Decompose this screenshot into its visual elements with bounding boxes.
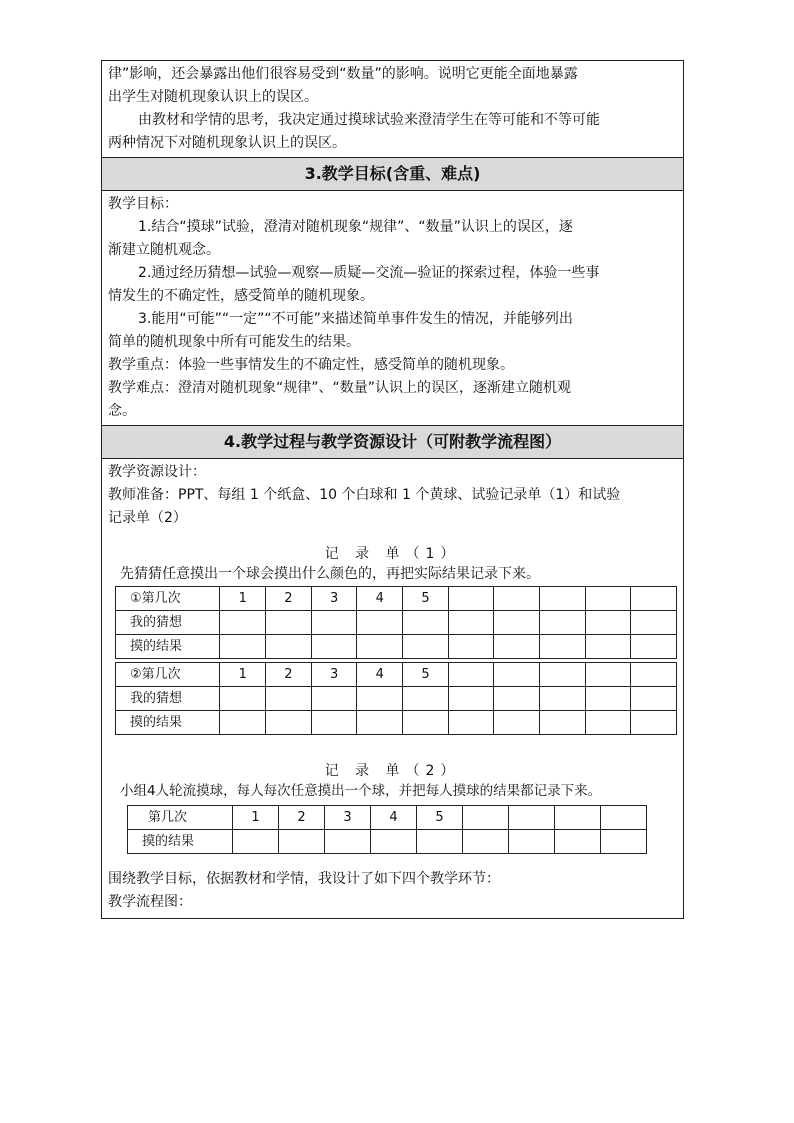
record1-title: 记 录 单（1） xyxy=(324,546,461,562)
table-empty-cell xyxy=(540,663,586,687)
goal1-line-1: 1.结合“摸球”试验，澄清对随机现象“规律”、“数量”认识上的误区，逐 xyxy=(138,219,573,235)
table-empty-cell xyxy=(494,587,540,611)
table-row-label: 我的猜想 xyxy=(116,687,220,711)
table-row xyxy=(116,587,677,611)
table-num-cell: 1 xyxy=(220,663,266,687)
table-empty-cell xyxy=(555,806,601,830)
intro-para2-line-1: 由教材和学情的思考，我决定通过摸球试验来澄清学生在等可能和不等可能 xyxy=(138,112,600,128)
table-num-cell: 4 xyxy=(357,587,403,611)
table-num-cell: 5 xyxy=(403,587,449,611)
intro-line-2: 出学生对随机现象认识上的误区。 xyxy=(108,89,318,105)
intro-line-1: 律”影响，还会暴露出他们很容易受到“数量”的影响。说明它更能全面地暴露 xyxy=(108,66,578,82)
table-empty-cell xyxy=(540,587,586,611)
table-num-cell: 3 xyxy=(311,663,357,687)
table-row xyxy=(116,635,677,659)
goal3-line-1: 3.能用“可能”“一定”“不可能”来描述简单事件发生的情况，并能够列出 xyxy=(138,311,573,327)
closing-text: 围绕教学目标，依据教材和学情，我设计了如下四个教学环节： xyxy=(108,871,500,887)
resources-label: 教学资源设计： xyxy=(108,464,206,480)
goal1-line-2: 渐建立随机观念。 xyxy=(108,242,220,258)
table-row-label: 摸的结果 xyxy=(116,635,220,659)
table-row xyxy=(116,711,677,735)
table-empty-cell xyxy=(585,587,631,611)
table-num-cell: 4 xyxy=(357,663,403,687)
goal2-line-2: 情发生的不确定性，感受简单的随机现象。 xyxy=(108,288,374,304)
section3-body xyxy=(102,191,683,426)
table-num-cell: 4 xyxy=(371,806,417,830)
difficulty-line-1: 教学难点：澄清对随机现象“规律”、“数量”认识上的误区，逐渐建立随机观 xyxy=(108,380,572,396)
prep-line-1: 教师准备：PPT、每组 1 个纸盒、10 个白球和 1 个黄球、试验记录单（1）和试验 xyxy=(108,487,621,503)
section3-heading: 3.教学目标(含重、难点) xyxy=(102,158,683,191)
table-num-cell: 3 xyxy=(325,806,371,830)
table-empty-cell xyxy=(631,587,677,611)
goals-label: 教学目标： xyxy=(108,196,178,212)
table-empty-cell xyxy=(601,806,647,830)
table-row-label: 摸的结果 xyxy=(128,830,233,854)
record2-table xyxy=(127,805,647,854)
intro-para2-line-2: 两种情况下对随机现象认识上的误区。 xyxy=(108,135,346,151)
key-point: 教学重点：体验一些事情发生的不确定性，感受简单的随机现象。 xyxy=(108,357,514,373)
table-num-cell: 2 xyxy=(266,587,312,611)
table-num-cell: 2 xyxy=(279,806,325,830)
record1-table-b xyxy=(115,662,677,735)
table-header-cell: ②第几次 xyxy=(116,663,220,687)
goal2-line-1: 2.通过经历猜想—试验—观察—质疑—交流—验证的探索过程，体验一些事 xyxy=(138,265,600,281)
difficulty-line-2: 念。 xyxy=(108,403,136,419)
record2-intro: 小组4人轮流摸球，每人每次任意摸出一个球，并把每人摸球的结果都记录下来。 xyxy=(120,783,602,799)
flow-label: 教学流程图： xyxy=(108,894,192,910)
table-num-cell: 2 xyxy=(266,663,312,687)
prep-line-2: 记录单（2） xyxy=(108,510,187,526)
table-empty-cell xyxy=(448,663,494,687)
table-empty-cell xyxy=(585,663,631,687)
table-num-cell: 5 xyxy=(403,663,449,687)
table-row xyxy=(116,611,677,635)
table-row xyxy=(128,806,647,830)
table-num-cell: 5 xyxy=(417,806,463,830)
table-empty-cell xyxy=(463,806,509,830)
table-row xyxy=(116,663,677,687)
table-empty-cell xyxy=(509,806,555,830)
table-header-cell: 第几次 xyxy=(128,806,233,830)
table-row-label: 我的猜想 xyxy=(116,611,220,635)
record1-intro: 先猜猜任意摸出一个球会摸出什么颜色的，再把实际结果记录下来。 xyxy=(120,566,540,582)
table-row xyxy=(128,830,647,854)
table-row xyxy=(116,687,677,711)
table-empty-cell xyxy=(448,587,494,611)
table-empty-cell xyxy=(494,663,540,687)
goal3-line-2: 简单的随机现象中所有可能发生的结果。 xyxy=(108,334,360,350)
table-num-cell: 1 xyxy=(220,587,266,611)
section4-heading: 4.教学过程与教学资源设计（可附教学流程图） xyxy=(102,426,683,459)
table-row-label: 摸的结果 xyxy=(116,711,220,735)
table-header-cell: ①第几次 xyxy=(116,587,220,611)
table-empty-cell xyxy=(631,663,677,687)
record1-table-a xyxy=(115,586,677,659)
record2-title: 记 录 单（2） xyxy=(324,763,461,779)
intro-section xyxy=(102,61,683,158)
table-num-cell: 1 xyxy=(233,806,279,830)
section4-body xyxy=(102,459,683,918)
table-num-cell: 3 xyxy=(311,587,357,611)
lesson-plan-table xyxy=(101,60,684,919)
